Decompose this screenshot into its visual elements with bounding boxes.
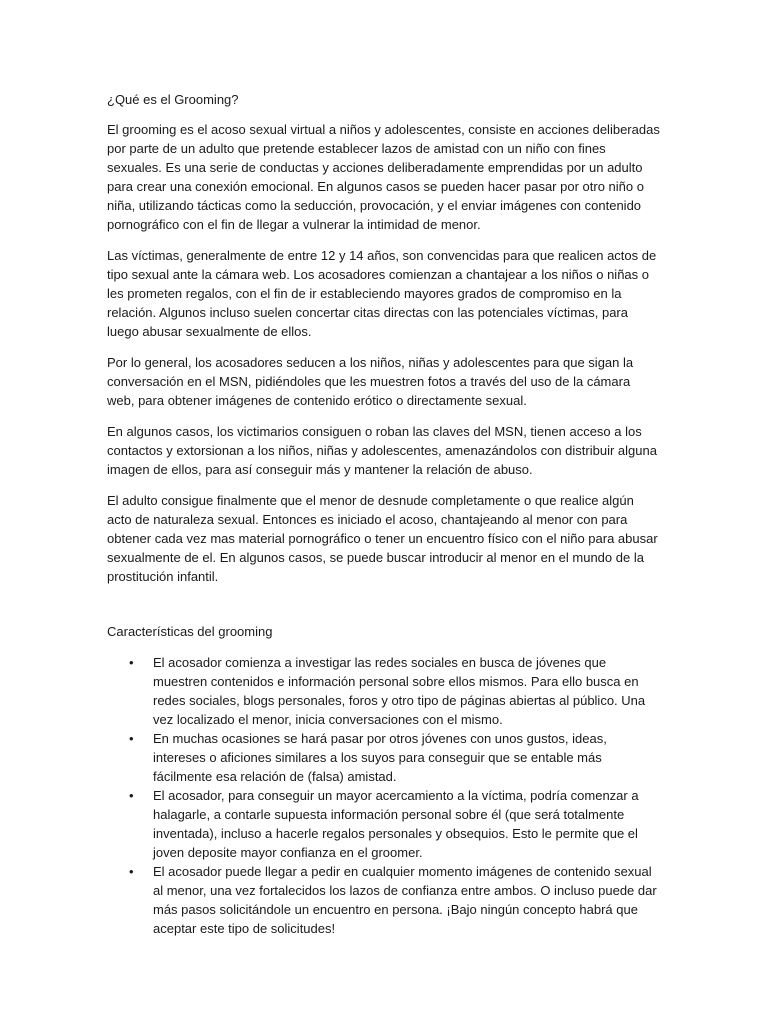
list-item-text: El acosador puede llegar a pedir en cualquier momento imágenes de contenido sexual al menor, una vez fortalecidos los lazos de confianza entre ambos. O incluso puede dar más pasos solicitándole un encuentro en persona. ¡Bajo ningún concepto habrá que aceptar este tipo de solicitudes! [153,864,657,936]
list-item-text: El acosador comienza a investigar las redes sociales en busca de jóvenes que muestren contenidos e información personal sobre ellos mismos. Para ello busca en redes sociales, blogs personales, foros y otro tipo de páginas abiertas al público. Una vez localizado el menor, inicia conversaciones con el mismo. [153,655,646,727]
bullet-icon: • [129,731,134,746]
list-item-text: El acosador, para conseguir un mayor acercamiento a la víctima, podría comenzar a halagarle, a contarle supuesta información personal sobre él (que será totalmente inventada), incluso a hacerle regalos personales y obsequios. Esto le permite que el joven deposite mayor confianza en el groomer. [153,788,639,860]
section-title-que-es-grooming: ¿Qué es el Grooming? [107,92,239,107]
list-item [107,786,660,862]
paragraph-seduction: Por lo general, los acosadores seducen a los niños, niñas y adolescentes para que sigan la conversación en el MSN, pidiéndoles que les muestren fotos a través del uso de la cámara web, para obtener imágenes de contenido erótico o directamente sexual. [107,355,634,408]
characteristics-list [107,653,660,938]
paragraph-abuse: El adulto consigue finalmente que el menor de desnude completamente o que realice algún acto de naturaleza sexual. Entonces es iniciado el acoso, chantajeando al menor con para obtener cada vez mas material pornográfico o tener un encuentro físico con el niño para abusar sexualmente de el. En algunos casos, se puede buscar introducir al menor en el mundo de la prostitución infantil. [107,493,658,584]
list-item [107,862,660,938]
document-page [107,90,660,938]
section-title-caracteristicas: Características del grooming [107,624,273,639]
paragraph-definition: El grooming es el acoso sexual virtual a niños y adolescentes, consiste en acciones deliberadas por parte de un adulto que pretende establecer lazos de amistad con un niño con fines sexuales. Es una serie de conductas y acciones deliberadamente emprendidas por un adulto para crear una conexión emocional. En algunos casos se pueden hacer pasar por otro niño o niña, utilizando tácticas como la seducción, provocación, y el enviar imágenes con contenido pornográfico con el fin de llegar a vulnerar la intimidad de menor. [107,122,660,232]
bullet-icon: • [129,655,134,670]
paragraph-victims: Las víctimas, generalmente de entre 12 y 14 años, son convencidas para que realicen actos de tipo sexual ante la cámara web. Los acosadores comienzan a chantajear a los niños o niñas o les prometen regalos, con el fin de ir estableciendo mayores grados de compromiso en la relación. Algunos incluso suelen concertar citas directas con las potenciales víctimas, para luego abusar sexualmente de ellos. [107,248,657,339]
section-spacer [107,598,660,622]
bullet-icon: • [129,864,134,879]
list-item [107,729,660,786]
list-item-text: En muchas ocasiones se hará pasar por otros jóvenes con unos gustos, ideas, intereses o aficiones similares a los suyos para conseguir que se entable más fácilmente esa relación de (falsa) amistad. [153,731,607,784]
paragraph-extortion: En algunos casos, los victimarios consiguen o roban las claves del MSN, tienen acceso a los contactos y extorsionan a los niños, niñas y adolescentes, amenazándolos con distribuir alguna imagen de ellos, para así conseguir más y mantener la relación de abuso. [107,424,657,477]
bullet-icon: • [129,788,134,803]
list-item [107,653,660,729]
